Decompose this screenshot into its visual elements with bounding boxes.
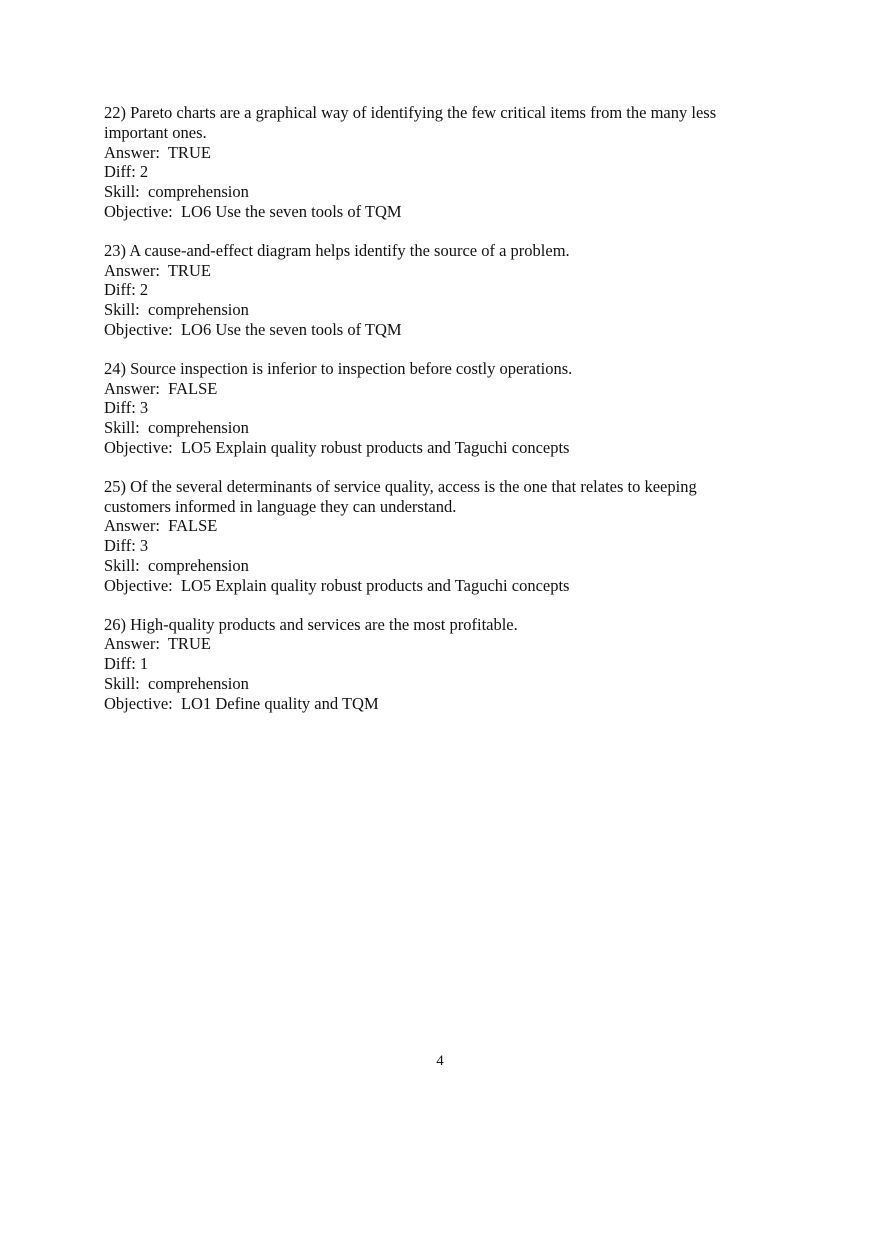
difficulty-line: Diff: 3 (104, 536, 149, 556)
difficulty-line: Diff: 3 (104, 398, 149, 418)
objective-line: Objective: LO6 Use the seven tools of TQM (104, 201, 402, 221)
question-item-24 (104, 359, 754, 458)
question-item-22 (104, 103, 754, 222)
skill-line: Skill: comprehension (104, 673, 249, 693)
objective-line: Objective: LO5 Explain quality robust products and Taguchi concepts (104, 575, 570, 595)
question-text: 24) Source inspection is inferior to inspection before costly operations. (104, 358, 573, 378)
objective-line: Objective: LO5 Explain quality robust products and Taguchi concepts (104, 437, 570, 457)
page-number: 4 (436, 1053, 444, 1069)
question-text: 25) Of the several determinants of service quality, access is the one that relates to keeping customers informed in language they can understand. (104, 476, 697, 516)
question-item-26 (104, 615, 754, 714)
skill-line: Skill: comprehension (104, 182, 249, 202)
question-list (104, 103, 754, 733)
question-item-23 (104, 241, 754, 340)
objective-line: Objective: LO6 Use the seven tools of TQM (104, 319, 402, 339)
skill-line: Skill: comprehension (104, 418, 249, 438)
answer-line: Answer: FALSE (104, 378, 218, 398)
answer-line: Answer: TRUE (104, 634, 211, 654)
difficulty-line: Diff: 1 (104, 654, 149, 674)
answer-line: Answer: TRUE (104, 142, 211, 162)
question-text: 26) High-quality products and services are the most profitable. (104, 614, 518, 634)
question-item-25 (104, 477, 754, 596)
objective-line: Objective: LO1 Define quality and TQM (104, 693, 379, 713)
difficulty-line: Diff: 2 (104, 162, 149, 182)
question-text: 23) A cause-and-effect diagram helps identify the source of a problem. (104, 240, 570, 260)
question-text: 22) Pareto charts are a graphical way of identifying the few critical items from the many less important ones. (104, 103, 717, 142)
difficulty-line: Diff: 2 (104, 280, 149, 300)
answer-line: Answer: FALSE (104, 516, 218, 536)
answer-line: Answer: TRUE (104, 260, 211, 280)
skill-line: Skill: comprehension (104, 300, 249, 320)
skill-line: Skill: comprehension (104, 555, 249, 575)
